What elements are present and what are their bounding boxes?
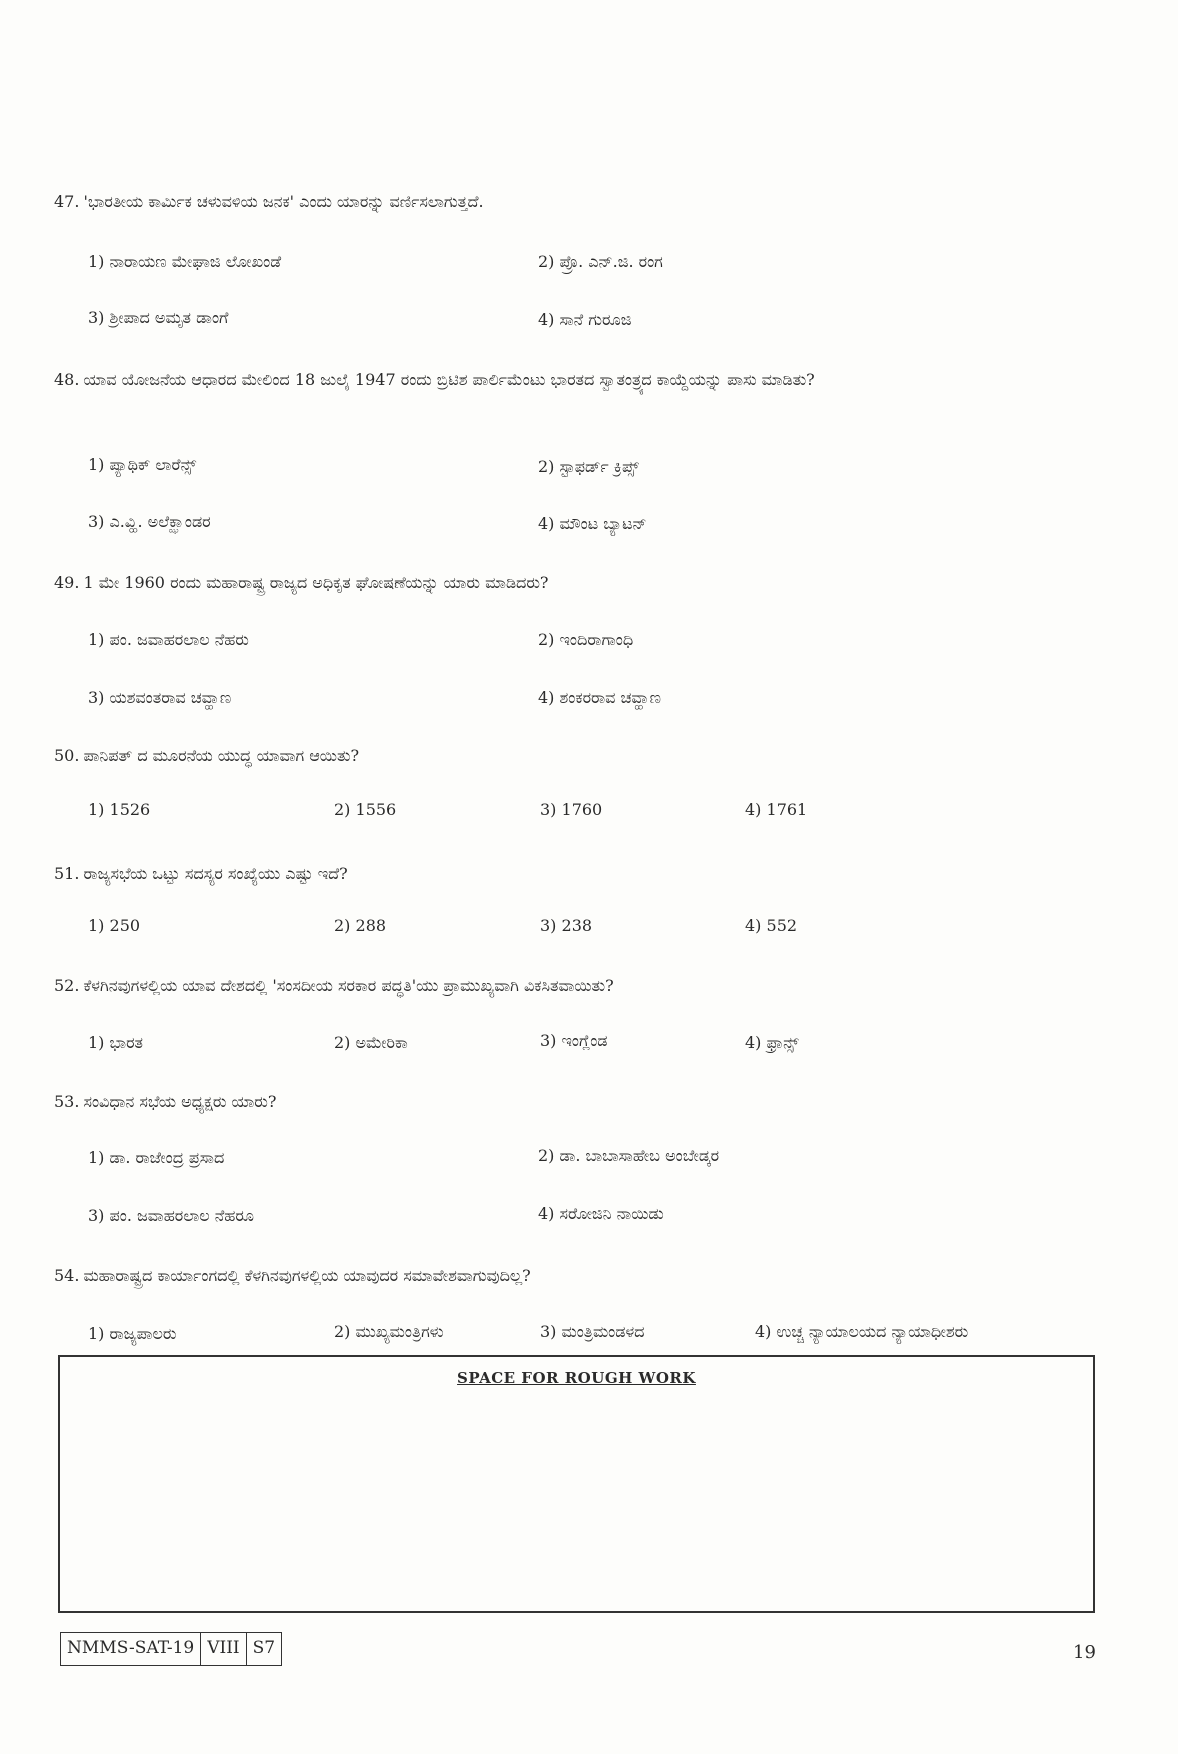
q52-option-3: 3) ಇಂಗ್ಲೆಂಡ (540, 1031, 608, 1050)
q48-option-1: 1) ಪ್ಯಾಥಿಕ್ ಲಾರೆನ್ಸ್ (88, 455, 197, 474)
q53-option-2: 2) ಡಾ. ಬಾಬಾಸಾಹೇಬ ಅಂಬೇಡ್ಕರ (538, 1146, 720, 1165)
question-number: 51. (54, 864, 80, 883)
q53-option-4: 4) ಸರೋಜಿನಿ ನಾಯಿಡು (538, 1204, 664, 1223)
q51-option-3: 3) 238 (540, 916, 593, 935)
q49-option-3: 3) ಯಶವಂತರಾವ ಚವ್ಹಾಣ (88, 688, 232, 707)
question-text: ಯಾವ ಯೋಜನೆಯ ಆಧಾರದ ಮೇಲಿಂದ 18 ಜುಲೈ 1947 ರಂದು ಬ್ರಿಟಿಶ ಪಾರ್ಲಿಮೆಂಟು ಭಾರತದ ಸ್ವಾತಂತ್ರ್ಯದ ಕಾಯ್ದೆಯನ್ನು ಪಾಸು ಮಾಡಿತು? (83, 370, 815, 389)
question-number: 47. (54, 192, 80, 211)
q47-option-3: 3) ಶ್ರೀಪಾದ ಅಮೃತ ಡಾಂಗೆ (88, 308, 229, 327)
q52-option-2: 2) ಅಮೇರಿಕಾ (334, 1033, 408, 1052)
question-48 (54, 366, 1014, 394)
q49-option-2: 2) ಇಂದಿರಾಗಾಂಧಿ (538, 630, 634, 649)
q51-option-4: 4) 552 (745, 916, 798, 935)
q54-option-3: 3) ಮಂತ್ರಿಮಂಡಳದ (540, 1322, 645, 1341)
q52-option-4: 4) ಫ್ರಾನ್ಸ್ (745, 1033, 799, 1052)
paper-code-set: S7 (252, 1638, 276, 1658)
q47-option-2: 2) ಪ್ರೊ. ಎನ್.ಜಿ. ರಂಗ (538, 252, 663, 271)
q47-option-4: 4) ಸಾನೆ ಗುರೂಜಿ (538, 310, 632, 329)
question-53 (54, 1088, 1054, 1116)
question-text: ಮಹಾರಾಷ್ಟ್ರದ ಕಾರ್ಯಾಂಗದಲ್ಲಿ ಕೆಳಗಿನವುಗಳಲ್ಲಿಯ ಯಾವುದರ ಸಮಾವೇಶವಾಗುವುದಿಲ್ಲ? (83, 1266, 531, 1285)
question-52 (54, 972, 1054, 1000)
q50-option-1: 1) 1526 (88, 800, 151, 819)
question-50 (54, 742, 1054, 770)
question-number: 52. (54, 976, 80, 995)
question-number: 54. (54, 1266, 80, 1285)
question-number: 48. (54, 370, 80, 389)
q53-option-1: 1) ಡಾ. ರಾಜೇಂದ್ರ ಪ್ರಸಾದ (88, 1148, 225, 1167)
q49-option-4: 4) ಶಂಕರರಾವ ಚವ್ಹಾಣ (538, 688, 661, 707)
rough-work-title: SPACE FOR ROUGH WORK (457, 1369, 696, 1387)
rough-work-box (58, 1355, 1095, 1613)
q48-option-4: 4) ಮೌಂಟ ಬ್ಯಾಟನ್ (538, 514, 647, 533)
question-text: 'ಭಾರತೀಯ ಕಾರ್ಮಿಕ ಚಳುವಳಿಯ ಜನಕ' ಎಂದು ಯಾರನ್ನು ವರ್ಣಿಸಲಾಗುತ್ತದೆ. (83, 192, 484, 211)
question-51 (54, 860, 1054, 888)
q48-option-3: 3) ಎ.ವ್ಹಿ. ಅಲೆಕ್ಝಾಂಡರ (88, 512, 211, 531)
q47-option-1: 1) ನಾರಾಯಣ ಮೇಘಾಜಿ ಲೋಖಂಡೆ (88, 252, 282, 271)
question-54 (54, 1262, 1054, 1290)
question-text: 1 ಮೇ 1960 ರಂದು ಮಹಾರಾಷ್ಟ್ರ ರಾಜ್ಯದ ಅಧಿಕೃತ ಘೋಷಣೆಯನ್ನು ಯಾರು ಮಾಡಿದರು? (83, 573, 549, 592)
q50-option-4: 4) 1761 (745, 800, 808, 819)
question-47 (54, 188, 1054, 216)
q50-option-2: 2) 1556 (334, 800, 397, 819)
question-number: 53. (54, 1092, 80, 1111)
q51-option-2: 2) 288 (334, 916, 387, 935)
question-text: ಸಂವಿಧಾನ ಸಭೆಯ ಅಧ್ಯಕ್ಷರು ಯಾರು? (83, 1092, 277, 1111)
q54-option-1: 1) ರಾಜ್ಯಪಾಲರು (88, 1324, 177, 1343)
q48-option-2: 2) ಸ್ಟಾಫರ್ಡ್ ಕ್ರಿಪ್ಸ್ (538, 457, 639, 476)
page-number: 19 (1073, 1642, 1096, 1663)
paper-code-box (60, 1632, 282, 1666)
question-text: ರಾಜ್ಯಸಭೆಯ ಒಟ್ಟು ಸದಸ್ಯರ ಸಂಖ್ಯೆಯು ಎಷ್ಟು ಇದೆ? (83, 864, 348, 883)
q53-option-3: 3) ಪಂ. ಜವಾಹರಲಾಲ ನೆಹರೂ (88, 1206, 255, 1225)
q52-option-1: 1) ಭಾರತ (88, 1033, 144, 1052)
q54-option-2: 2) ಮುಖ್ಯಮಂತ್ರಿಗಳು (334, 1322, 444, 1341)
paper-code-standard: VIII (201, 1633, 246, 1665)
paper-code-exam: NMMS-SAT-19 (61, 1633, 201, 1665)
q50-option-3: 3) 1760 (540, 800, 603, 819)
question-text: ಕೆಳಗಿನವುಗಳಲ್ಲಿಯ ಯಾವ ದೇಶದಲ್ಲಿ 'ಸಂಸದೀಯ ಸರಕಾರ ಪದ್ಧತಿ'ಯು ಪ್ರಾಮುಖ್ಯವಾಗಿ ವಿಕಸಿತವಾಯಿತು? (83, 976, 614, 995)
question-number: 50. (54, 746, 80, 765)
question-text: ಪಾನಿಪತ್ ದ ಮೂರನೆಯ ಯುದ್ಧ ಯಾವಾಗ ಆಯಿತು? (83, 746, 360, 765)
q54-option-4: 4) ಉಚ್ಚ ನ್ಯಾಯಾಲಯದ ನ್ಯಾಯಾಧೀಶರು (755, 1322, 969, 1341)
question-49 (54, 569, 1054, 597)
q49-option-1: 1) ಪಂ. ಜವಾಹರಲಾಲ ನೆಹರು (88, 630, 249, 649)
q51-option-1: 1) 250 (88, 916, 141, 935)
question-number: 49. (54, 573, 80, 592)
